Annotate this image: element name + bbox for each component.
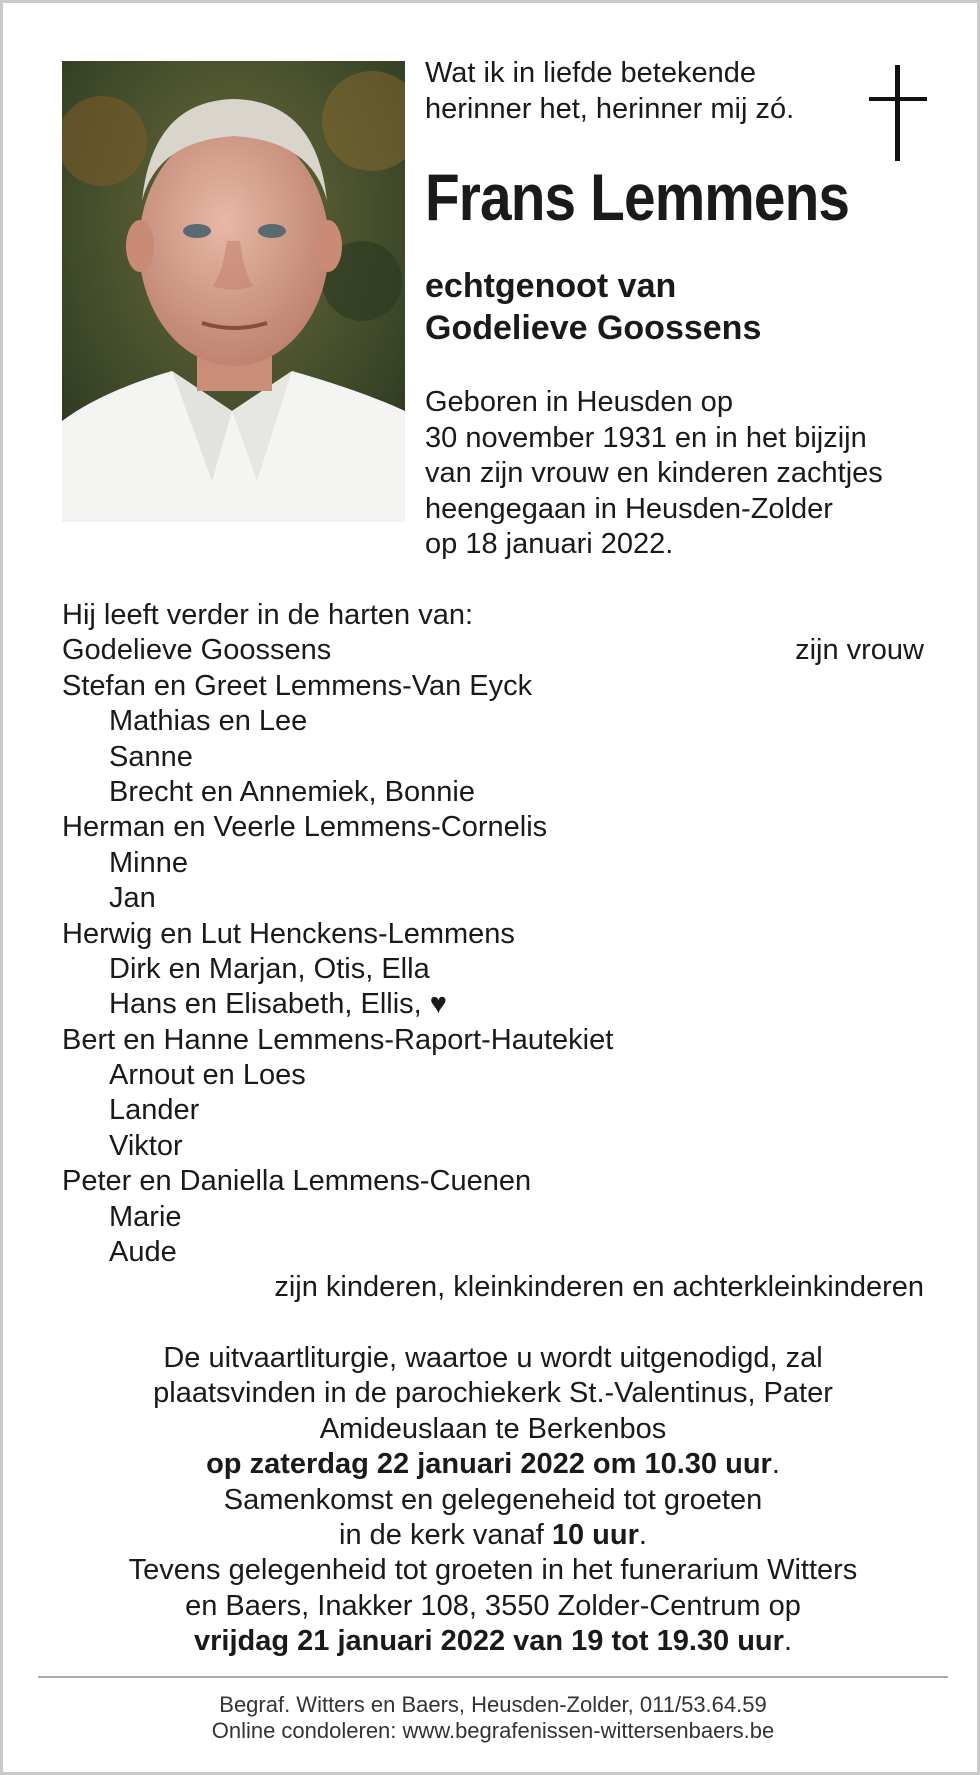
family-child: Dirk en Marjan, Otis, Ella: [109, 952, 430, 985]
funeral-details: [43, 1341, 943, 1660]
bio-line: op 18 januari 2022.: [425, 528, 674, 560]
family-spouse-role: zijn vrouw: [795, 634, 924, 667]
family-parents: Herwig en Lut Henckens-Lemmens: [62, 917, 515, 950]
footer-condolence-link[interactable]: Online condoleren: www.begrafenissen-wittersenbaers.be: [211, 1718, 775, 1743]
footer: [43, 1692, 943, 1744]
bio-line: van zijn vrouw en kinderen zachtjes: [425, 457, 883, 489]
family-parents: Stefan en Greet Lemmens-Van Eyck: [62, 669, 533, 702]
family-child: Viktor: [109, 1129, 183, 1162]
family-spouse-name: Godelieve Goossens: [62, 634, 332, 667]
bio-line: 30 november 1931 en in het bijzijn: [425, 421, 867, 454]
bio-line: heengegaan in Heusden-Zolder: [425, 492, 833, 525]
quote-line: herinner het, herinner mij zó.: [425, 93, 795, 125]
funeral-line: De uitvaartliturgie, waartoe u wordt uitgenodigd, zal: [163, 1342, 823, 1374]
family-child: Hans en Elisabeth, Ellis, ♥: [109, 988, 447, 1021]
funeral-time: 10 uur: [551, 1519, 639, 1552]
cross-icon: [869, 65, 927, 161]
family-closing: zijn kinderen, kleinkinderen en achterkleinkinderen: [274, 1271, 924, 1304]
funeral-line: en Baers, Inakker 108, 3550 Zolder-Centrum op: [185, 1589, 801, 1622]
funeral-line: Amideuslaan te Berkenbos: [319, 1412, 667, 1445]
family-parents: Bert en Hanne Lemmens-Raport-Hautekiet: [62, 1023, 614, 1056]
family-list: [62, 598, 924, 1306]
family-intro: Hij leeft verder in de harten van:: [62, 599, 474, 631]
funeral-date-line: op zaterdag 22 januari 2022 om 10.30 uur.: [206, 1448, 780, 1481]
spouse-relation: echtgenoot van: [425, 267, 677, 305]
biography: [425, 385, 883, 563]
family-spouse-row: [62, 633, 924, 668]
family-parents: Peter en Daniella Lemmens-Cuenen: [62, 1165, 532, 1198]
family-child: Sanne: [109, 740, 193, 773]
quote-line: Wat ik in liefde betekende: [425, 57, 757, 89]
family-child: Mathias en Lee: [109, 705, 308, 738]
portrait-photo: [62, 61, 405, 522]
bio-line: Geboren in Heusden op: [425, 386, 733, 418]
family-child: Lander: [109, 1094, 200, 1127]
funeral-line: Tevens gelegenheid tot groeten in het funerarium Witters: [128, 1554, 858, 1587]
funeral-line: Samenkomst en gelegeneheid tot groeten: [223, 1483, 763, 1516]
memorial-quote: [425, 55, 794, 127]
spouse-name: Godelieve Goossens: [425, 309, 762, 347]
funeral-time-line: in de kerk vanaf 10 uur.: [339, 1519, 647, 1552]
family-child: Arnout en Loes: [109, 1059, 306, 1092]
family-child: Jan: [109, 882, 156, 915]
funeral-line: plaatsvinden in de parochiekerk St.-Valentinus, Pater: [153, 1377, 833, 1410]
family-child: Minne: [109, 846, 188, 879]
visitation-line: vrijdag 21 januari 2022 van 19 tot 19.30 uur.: [193, 1625, 792, 1658]
family-child: Brecht en Annemiek, Bonnie: [109, 775, 475, 808]
funeral-date: op zaterdag 22 januari 2022 om 10.30 uur: [206, 1448, 772, 1481]
divider: [38, 1676, 948, 1678]
visitation-date: vrijdag 21 januari 2022 van 19 tot 19.30 uur: [193, 1625, 784, 1658]
family-child: Aude: [109, 1236, 177, 1269]
family-parents: Herman en Veerle Lemmens-Cornelis: [62, 811, 548, 844]
family-child: Marie: [109, 1200, 182, 1233]
spouse-block: [425, 265, 761, 349]
footer-undertaker: Begraf. Witters en Baers, Heusden-Zolder, 011/53.64.59: [219, 1692, 767, 1717]
deceased-name: Frans Lemmens: [425, 160, 850, 234]
